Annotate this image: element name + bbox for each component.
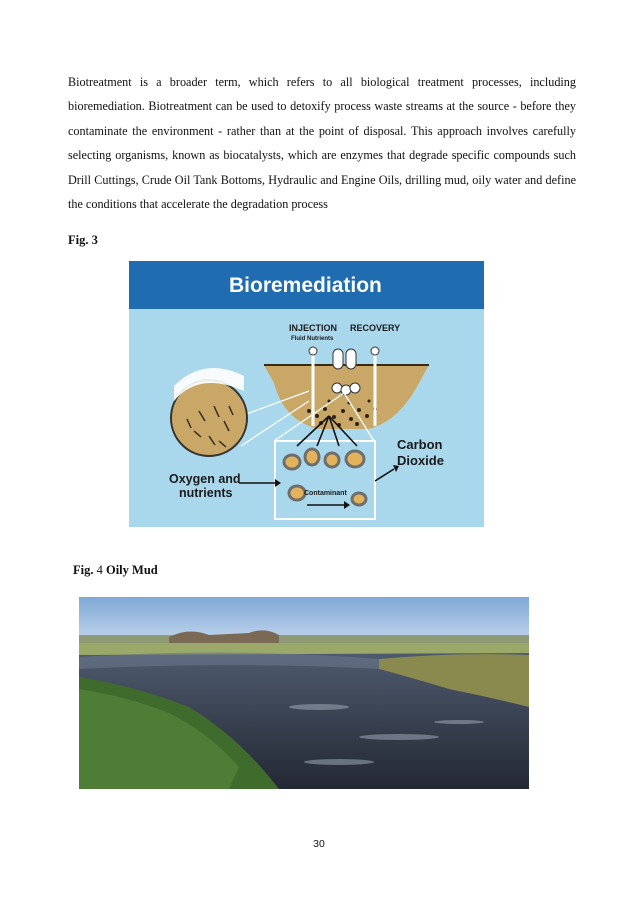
injection-label: INJECTION bbox=[289, 323, 338, 333]
figure-3-label: Fig. 3 bbox=[68, 233, 98, 247]
recovery-label: RECOVERY bbox=[350, 323, 401, 333]
oily-mud-photo bbox=[79, 597, 529, 789]
page-number: 30 bbox=[313, 838, 325, 850]
fluid-nutrients-label: Fluid Nutrients bbox=[291, 336, 334, 342]
contaminant-label: Contaminant bbox=[304, 490, 347, 497]
nutrients-label: nutrients bbox=[179, 486, 233, 500]
carbon-label: Carbon bbox=[397, 437, 443, 452]
body-paragraph: Biotreatment is a broader term, which refers to all biological treatment processes, including bioremediation. Biotreatment can be used to detoxify process waste streams at the source - before they contaminate the environment - rather than at the point of disposal. This approach involves carefully selecting organisms, known as biocatalysts, which are enzymes that degrade specific compounds such Drill Cuttings, Crude Oil Tank Bottoms, Hydraulic and Engine Oils, drilling mud, oily water and define the conditions that accelerate the degradation process bbox=[68, 75, 576, 212]
figure-4-label: Fig. 4 Oily Mud bbox=[73, 563, 158, 577]
oxygen-label: Oxygen and bbox=[169, 472, 241, 486]
bioremediation-diagram bbox=[129, 261, 484, 527]
dioxide-label: Dioxide bbox=[397, 453, 444, 468]
diagram-title: Bioremediation bbox=[229, 274, 382, 297]
